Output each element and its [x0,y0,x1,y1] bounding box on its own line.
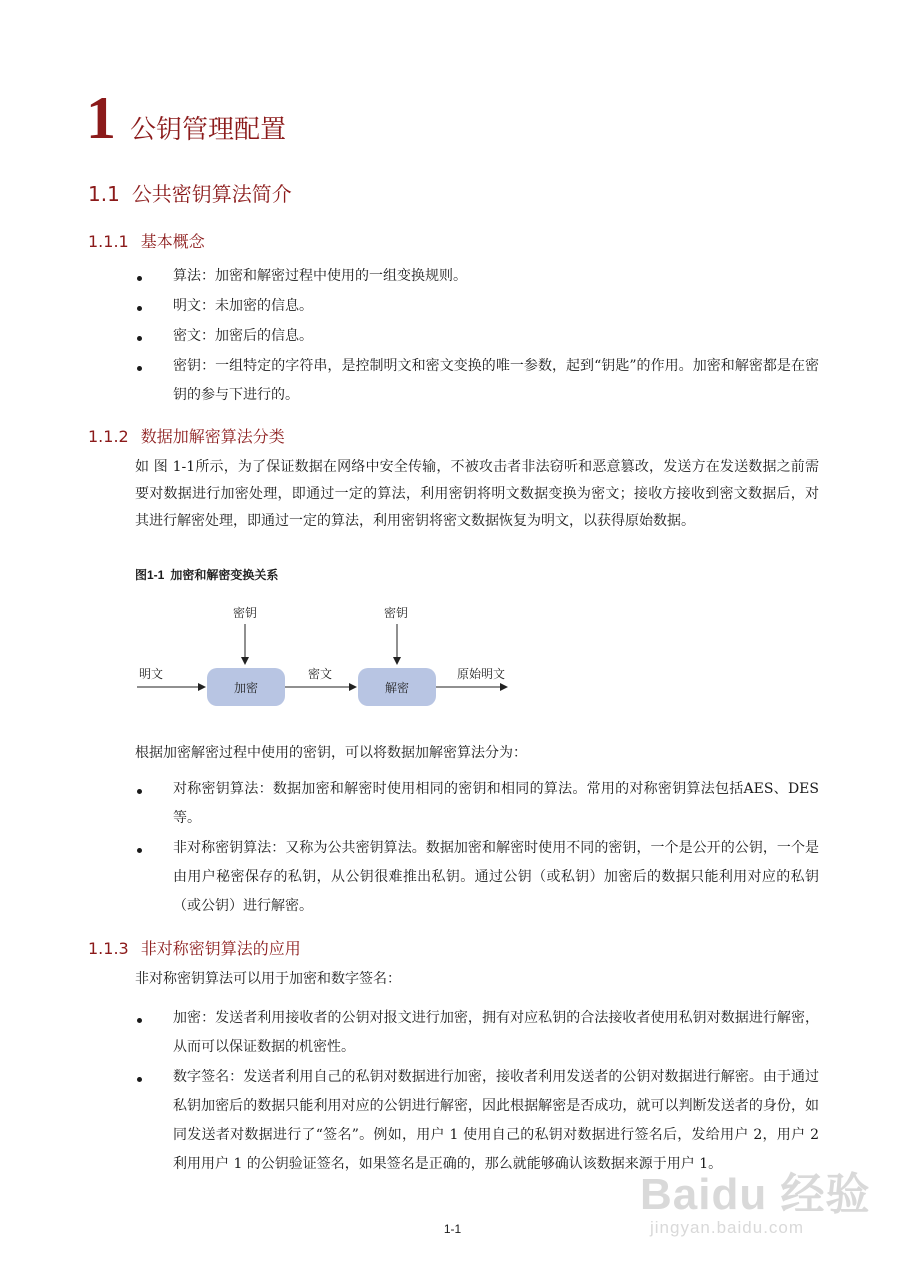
chapter-title: 公钥管理配置 [130,115,287,145]
algorithm-types-list [135,775,819,922]
section-title: 数据加解密算法分类 [140,427,285,446]
list-item: 算法：加密和解密过程中使用的一组变换规则。 [135,262,819,291]
list-item: 加密：发送者利用接收者的公钥对报文进行加密，拥有对应私钥的合法接收者使用私钥对数据进行解密，从而可以保证数据的机密性。 [135,1004,819,1062]
section-heading-1-1 [88,178,292,207]
section-number: 1.1.2 [88,427,129,446]
list-item: 明文：未加密的信息。 [135,292,819,321]
key-label-1: 密钥 [233,606,258,620]
section-heading-1-1-1 [88,229,205,252]
original-plaintext-label: 原始明文 [457,667,506,681]
chapter-number: 1 [86,85,116,151]
section-title: 基本概念 [140,232,205,251]
asymmetric-applications-list [135,1004,819,1180]
section-1-1-2-after: 根据加密解密过程中使用的密钥，可以将数据加解密算法分为： [135,745,527,761]
figure-caption-text: 加密和解密变换关系 [170,568,279,582]
section-number: 1.1.1 [88,232,129,251]
section-number: 1.1.3 [88,939,129,958]
watermark-logo: Baidu 经验 [640,1170,871,1219]
basic-concepts-list [135,262,819,411]
section-heading-1-1-3 [88,936,301,959]
list-item: 密钥：一组特定的字符串，是控制明文和密文变换的唯一参数，起到“钥匙”的作用。加密和解密都是在密钥的参与下进行的。 [135,352,819,410]
section-title: 非对称密钥算法的应用 [140,939,301,958]
figure-caption [135,566,278,583]
decrypt-label: 解密 [384,681,410,695]
watermark-url: jingyan.baidu.com [650,1218,805,1237]
page-number: 1-1 [443,1222,462,1236]
figure-number: 图1-1 [135,568,165,582]
section-1-1-2-intro: 如 图 1-1所示，为了保证数据在网络中安全传输，不被攻击者非法窃听和恶意篡改，发送方在发送数据之前需要对数据进行加密处理，即通过一定的算法，利用密钥将明文数据变换为密文；接收方接收到密文数据后，对其进行解密处理，即通过一定的算法，利用密钥将密文数据恢复为明文，以获得原始数据。 [135,459,819,529]
section-number: 1.1 [88,182,120,206]
ciphertext-label: 密文 [308,667,333,681]
encryption-diagram [135,600,535,720]
list-item: 密文：加密后的信息。 [135,322,819,351]
section-1-1-3-intro: 非对称密钥算法可以用于加密和数字签名： [135,971,401,987]
chapter-heading [86,85,287,151]
list-item: 对称密钥算法：数据加密和解密时使用相同的密钥和相同的算法。常用的对称密钥算法包括AES、DES等。 [135,775,819,833]
encrypt-label: 加密 [233,681,259,695]
list-item: 非对称密钥算法：又称为公共密钥算法。数据加密和解密时使用不同的密钥，一个是公开的公钥，一个是由用户秘密保存的私钥，从公钥很难推出私钥。通过公钥（或私钥）加密后的数据只能利用对应的私钥（或公钥）进行解密。 [135,834,819,921]
section-heading-1-1-2 [88,424,285,447]
list-item: 数字签名：发送者利用自己的私钥对数据进行加密，接收者利用发送者的公钥对数据进行解密。由于通过私钥加密后的数据只能利用对应的公钥进行解密，因此根据解密是否成功，就可以判断发送者的身份，如同发送者对数据进行了“签名”。例如，用户 1 使用自己的私钥对数据进行签名后，发给用户 2，用户 2 利用用户 1 的公钥验证签名，如果签名是正确的，那么就能够确认该数据来源于用户 1。 [135,1063,819,1179]
plaintext-label: 明文 [139,667,164,681]
key-label-2: 密钥 [384,606,409,620]
section-title: 公共密钥算法简介 [131,182,292,206]
